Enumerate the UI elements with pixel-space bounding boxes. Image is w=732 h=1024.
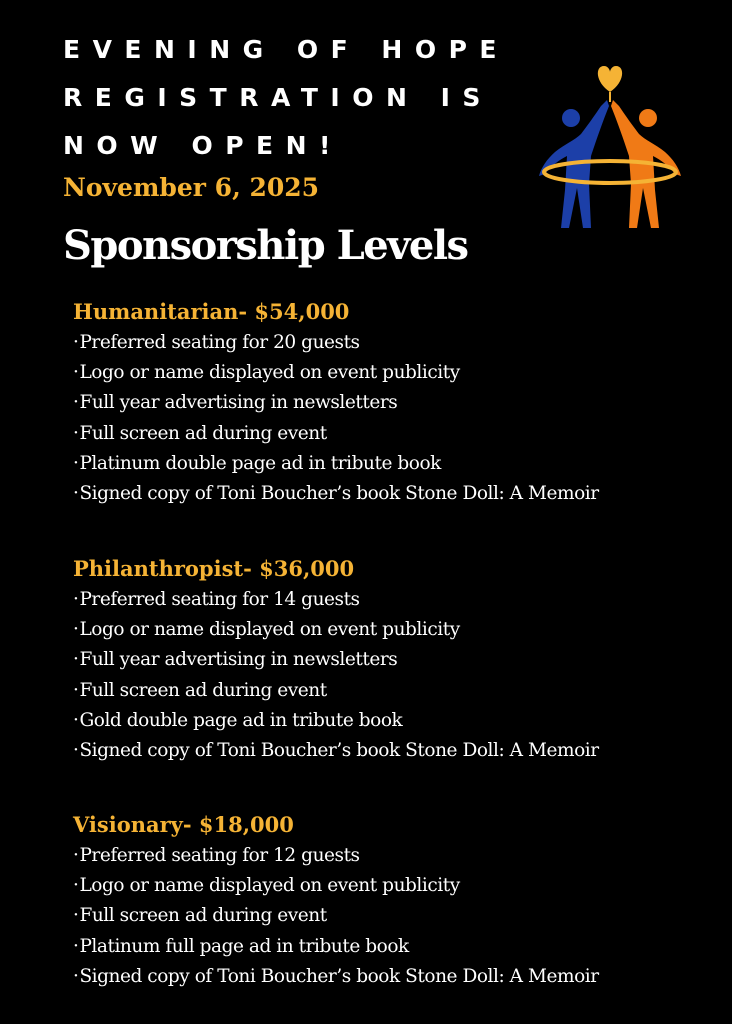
event-date: November 6, 2025 — [63, 173, 320, 202]
benefit-item: · Full year advertising in newsletters — [73, 388, 723, 418]
blue-person-head — [562, 109, 580, 127]
tier-visionary — [73, 809, 723, 992]
benefit-item: · Signed copy of Toni Boucher’s book Stone Doll: A Memoir — [73, 736, 723, 766]
benefit-item: · Full screen ad during event — [73, 419, 723, 449]
benefit-item: · Full screen ad during event — [73, 676, 723, 706]
benefit-item: · Logo or name displayed on event publicity — [73, 615, 723, 645]
benefit-list — [73, 585, 723, 766]
benefit-item: · Signed copy of Toni Boucher’s book Stone Doll: A Memoir — [73, 479, 723, 509]
benefit-item: · Preferred seating for 12 guests — [73, 841, 723, 871]
benefit-item: · Logo or name displayed on event publicity — [73, 358, 723, 388]
headline — [63, 26, 533, 170]
tier-name: Visionary- $18,000 — [73, 812, 294, 837]
benefit-item: · Full screen ad during event — [73, 901, 723, 931]
benefit-item: · Platinum full page ad in tribute book — [73, 932, 723, 962]
benefit-item: · Signed copy of Toni Boucher’s book Stone Doll: A Memoir — [73, 962, 723, 992]
benefit-item: · Preferred seating for 20 guests — [73, 328, 723, 358]
tier-humanitarian — [73, 296, 723, 509]
headline-line-1: EVENING OF HOPE — [63, 35, 509, 64]
tier-name: Humanitarian- $54,000 — [73, 299, 350, 324]
headline-line-3: NOW OPEN! — [63, 131, 343, 160]
benefit-item: · Logo or name displayed on event publicity — [73, 871, 723, 901]
benefit-item: · Platinum double page ad in tribute book — [73, 449, 723, 479]
sponsorship-levels-title: Sponsorship Levels — [63, 222, 468, 269]
benefit-list — [73, 841, 723, 992]
benefit-item: · Gold double page ad in tribute book — [73, 706, 723, 736]
tier-name: Philanthropist- $36,000 — [73, 556, 355, 581]
gold-ring — [544, 161, 676, 183]
orange-person-head — [639, 109, 657, 127]
tier-philanthropist — [73, 553, 723, 766]
headline-line-2: REGISTRATION IS — [63, 83, 493, 112]
benefit-item: · Preferred seating for 14 guests — [73, 585, 723, 615]
heart-icon — [598, 66, 622, 92]
benefit-item: · Full year advertising in newsletters — [73, 645, 723, 675]
two-people-heart-logo-icon — [535, 60, 685, 235]
benefit-list — [73, 328, 723, 509]
